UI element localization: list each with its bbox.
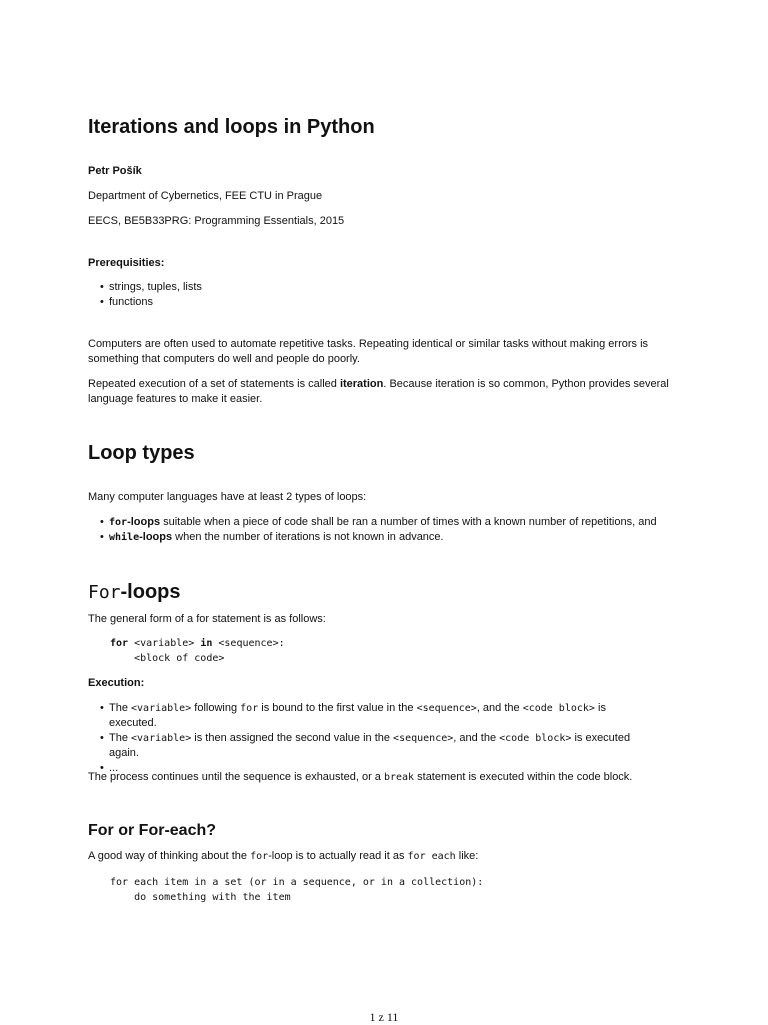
list-item: • The <variable> is then assigned the second value in the <sequence>, and the <code block> is executed again. [100, 732, 631, 759]
list-item: • while-loops when the number of iterations is not known in advance. [100, 531, 444, 543]
list-item: • strings, tuples, lists [100, 281, 202, 293]
intro-paragraph-2: Repeated execution of a set of statements is called iteration. Because iteration is so common, Python provides several language features to make it easier. [88, 378, 669, 405]
for-each-intro: A good way of thinking about the for-loop is to actually read it as for each like: [88, 850, 479, 862]
list-item: • ... [100, 762, 119, 774]
page-number: 1 z 11 [369, 1010, 399, 1024]
for-loops-closing: The process continues until the sequence is exhausted, or a break statement is executed within the code block. [88, 771, 633, 783]
prereq-heading: Prerequisities: [88, 257, 165, 269]
loop-types-list [88, 515, 688, 545]
section-heading-for-each: For or For-each? [88, 822, 217, 839]
list-item: • functions [100, 296, 154, 308]
section-heading-for-loops: For-loops [88, 581, 181, 603]
prereq-list [88, 280, 688, 310]
for-loops-intro: The general form of a for statement is as follows: [88, 613, 326, 625]
section-heading-loop-types: Loop types [88, 442, 195, 464]
author: Petr Pošík [88, 165, 142, 177]
page-title: Iterations and loops in Python [88, 116, 375, 138]
execution-heading: Execution: [88, 677, 145, 689]
intro-paragraph-1: Computers are often used to automate repetitive tasks. Repeating identical or similar tasks without making errors is something that computers do well and people do poorly. [88, 338, 649, 365]
code-block-for-each: for each item in a set (or in a sequence, or in a collection): do something with the item [110, 877, 484, 903]
course-info: EECS, BE5B33PRG: Programming Essentials, 2015 [88, 215, 345, 227]
list-item: • for-loops suitable when a piece of code shall be ran a number of times with a known number of repetitions, and [100, 516, 657, 528]
loop-types-intro: Many computer languages have at least 2 types of loops: [88, 491, 367, 503]
execution-list [88, 701, 648, 776]
code-block-for-syntax: for <variable> in <sequence>: <block of code> [110, 638, 285, 664]
list-item: • The <variable> following for is bound to the first value in the <sequence>, and the <code block> is executed. [100, 702, 606, 729]
department: Department of Cybernetics, FEE CTU in Prague [88, 190, 323, 202]
